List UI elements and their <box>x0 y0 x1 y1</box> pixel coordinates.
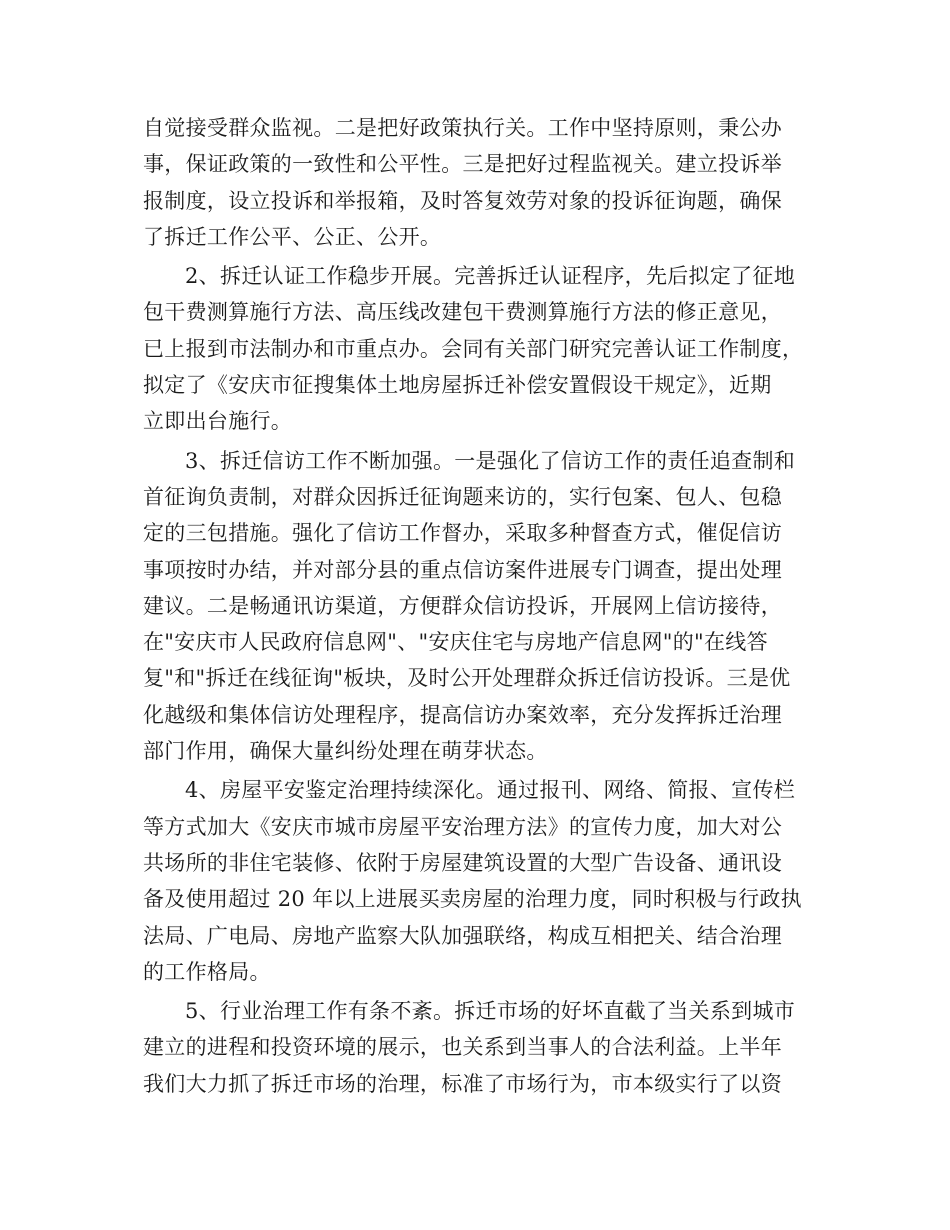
paragraph <box>143 110 823 255</box>
text-line: 首征询负责制，对群众因拆迁征询题来访的，实行包案、包人、包稳 <box>143 484 782 509</box>
text-line: 我们大力抓了拆迁市场的治理，标准了市场行为，市本级实行了以资 <box>143 1071 782 1096</box>
paragraph <box>143 258 823 439</box>
text-line: 3、拆迁信访工作不断加强。一是强化了信访工作的责任追查制和 <box>185 448 796 473</box>
text-line: 事，保证政策的一致性和公平性。三是把好过程监视关。建立投诉举 <box>143 152 782 177</box>
text-line: 4、房屋平安鉴定治理持续深化。通过报刊、网络、简报、宣传栏 <box>185 778 796 803</box>
text-line: 化越级和集体信访处理程序，提高信访办案效率，充分发挥拆迁治理 <box>143 702 782 727</box>
text-line: 等方式加大《安庆市城市房屋平安治理方法》的宣传力度，加大对公 <box>143 814 782 839</box>
text-line: 包干费测算施行方法、高压线改建包干费测算施行方法的修正意见， <box>143 300 782 325</box>
text-line: 在"安庆市人民政府信息网"、"安庆住宅与房地产信息网"的"在线答 <box>143 630 768 655</box>
text-line: 拟定了《安庆市征搜集体土地房屋拆迁补偿安置假设干规定》，近期 <box>143 373 772 398</box>
paragraph <box>143 993 823 1102</box>
text-line: 建议。二是畅通讯访渠道，方便群众信访投诉，开展网上信访接待， <box>143 593 782 618</box>
document-body <box>143 110 823 1102</box>
text-line: 立即出台施行。 <box>143 409 293 434</box>
text-line: 5、行业治理工作有条不紊。拆迁市场的好坏直截了当关系到城市 <box>185 999 796 1024</box>
text-line: 复"和"拆迁在线征询"板块，及时公开处理群众拆迁信访投诉。三是优 <box>143 666 791 691</box>
text-line: 了拆迁工作公平、公正、公开。 <box>143 224 442 249</box>
text-line: 备及使用超过 20 年以上进展买卖房屋的治理力度，同时积极与行政执 <box>143 887 802 912</box>
text-line: 的工作格局。 <box>143 959 271 984</box>
text-line: 建立的进程和投资环境的展示，也关系到当事人的合法利益。上半年 <box>143 1035 782 1060</box>
text-line: 法局、广电局、房地产监察大队加强联络，构成互相把关、结合治理 <box>143 923 782 948</box>
text-line: 自觉接受群众监视。二是把好政策执行关。工作中坚持原则，秉公办 <box>143 116 782 140</box>
text-line: 部门作用，确保大量纠纷处理在萌芽状态。 <box>143 739 548 764</box>
text-line: 定的三包措施。强化了信访工作督办，采取多种督查方式，催促信访 <box>143 521 782 546</box>
text-line: 事项按时办结，并对部分县的重点信访案件进展专门调查，提出处理 <box>143 557 782 582</box>
paragraph <box>143 772 823 990</box>
text-line: 共场所的非住宅装修、依附于房屋建筑设置的大型广告设备、通讯设 <box>143 850 782 875</box>
text-line: 已上报到市法制办和市重点办。会同有关部门研究完善认证工作制度， <box>143 336 804 361</box>
paragraph <box>143 443 823 770</box>
text-line: 报制度，设立投诉和举报箱，及时答复效劳对象的投诉征询题，确保 <box>143 188 782 213</box>
text-line: 2、拆迁认证工作稳步开展。完善拆迁认证程序，先后拟定了征地 <box>185 264 796 289</box>
